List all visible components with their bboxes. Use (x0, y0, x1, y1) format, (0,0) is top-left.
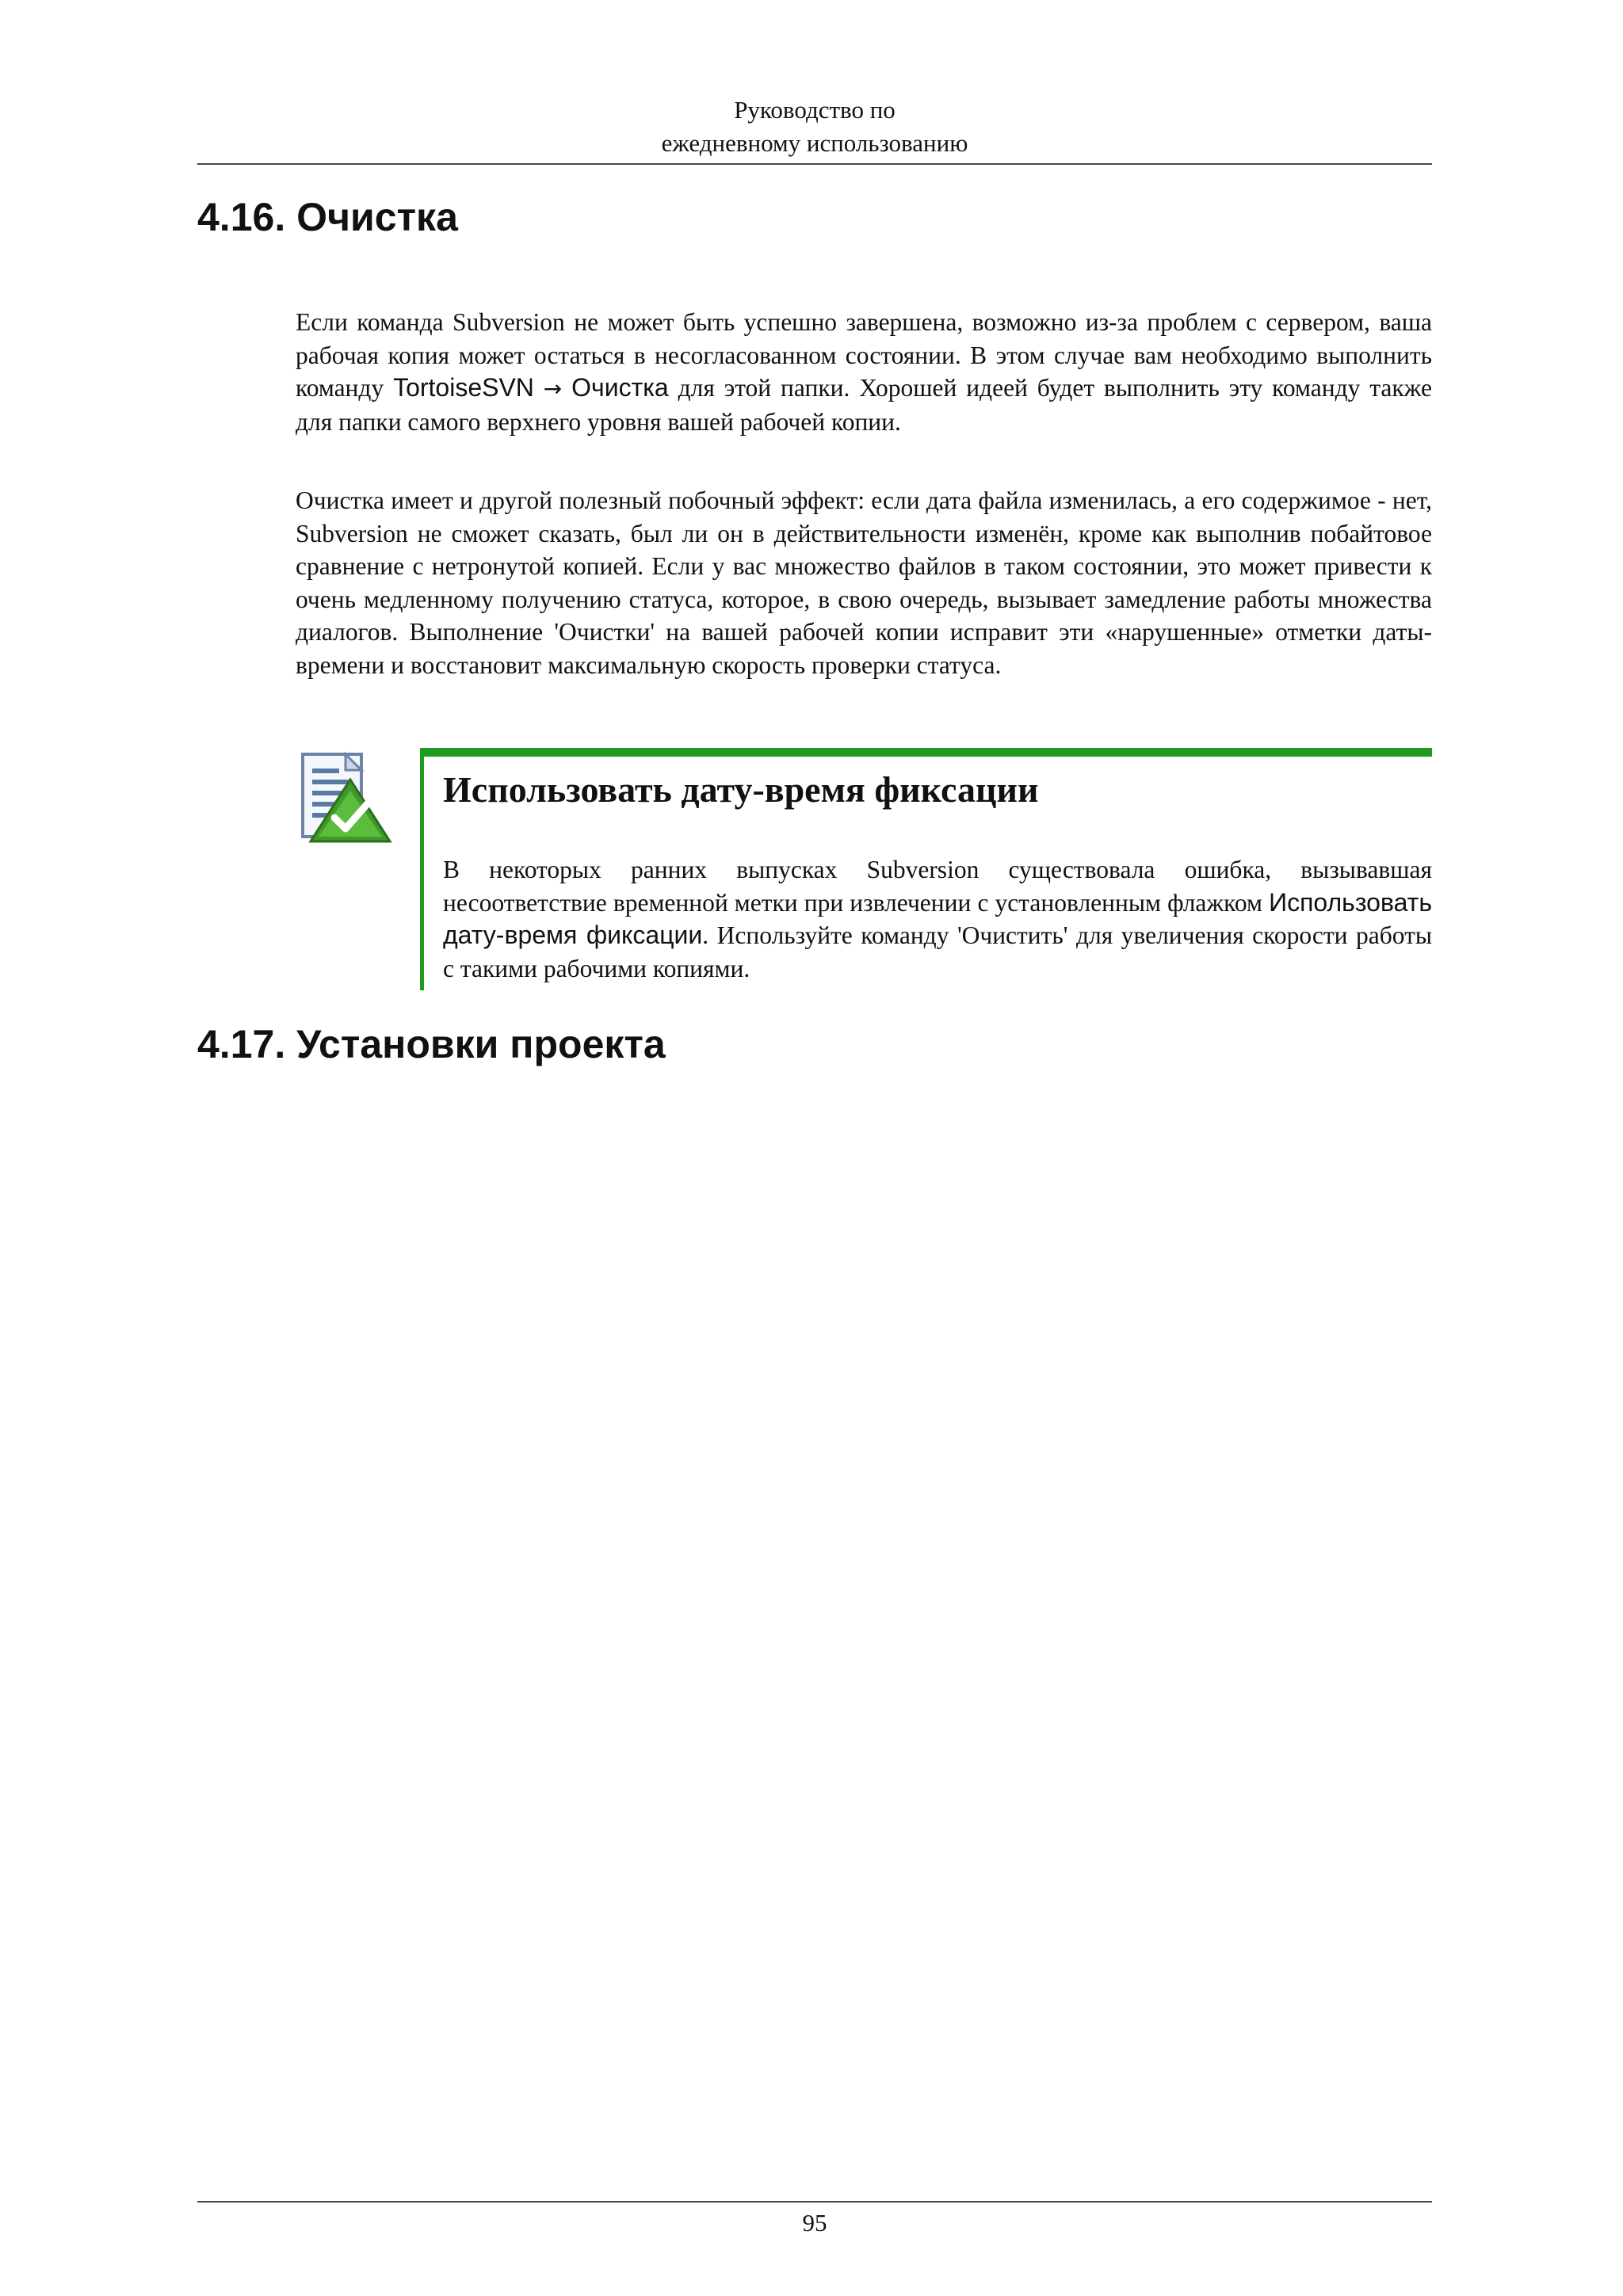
tip-accent-bar (420, 748, 1432, 757)
menu-arrow: → (543, 376, 563, 402)
page-number: 95 (802, 2209, 827, 2237)
cleanup-paragraph-1-text-before: Если команда Subversion не может быть успешно завершена, возможно из-за проблем с сервером, ваша рабочая копия может остаться в несогласованном состоянии. В этом случае вам необходимо выполнить команду (296, 308, 1432, 402)
tip-title: Использовать дату-время фиксации (443, 769, 1039, 810)
running-header (197, 93, 1432, 160)
running-header-line-2: ежедневному использованию (661, 129, 968, 157)
tip-text (443, 853, 1432, 985)
cleanup-paragraph-1-text-after: для этой папки. Хорошей идеей будет выполнить эту команду также для папки самого верхнего уровня вашей рабочей копии. (296, 374, 1432, 436)
tip-text-before: В некоторых ранних выпусках Subversion существовала ошибка, вызывавшая несоответствие временной метки при извлечении с установленным флажком (443, 856, 1432, 917)
tip-side-bar (420, 748, 424, 990)
option-use-commit-time: Использовать дату-время фиксации (443, 887, 1432, 949)
section-title-project-settings: 4.17. Установки проекта (197, 1022, 666, 1066)
cleanup-paragraph-1 (296, 306, 1432, 438)
header-rule (197, 163, 1432, 165)
tip-document-check-icon (300, 751, 395, 846)
cleanup-paragraph-2: Очистка имеет и другой полезный побочный эффект: если дата файла изменилась, а его содержимое - нет, Subversion не сможет сказать, был ли он в действительности изменён, кроме как выполнив побайтовое сравнение с нетронутой копией. Если у вас множество файлов в таком состоянии, это может привести к очень медленному получению статуса, которое, в свою очередь, вызывает замедление работы множества диалогов. Выполнение 'Очистки' на вашей рабочей копии исправит эти «нарушенные» отметки даты-времени и восстановит максимальную скорость проверки статуса. (296, 486, 1432, 679)
tip-text-after: . Используйте команду 'Очистить' для увеличения скорости работы с такими рабочими копиями. (443, 921, 1432, 982)
running-header-line-1: Руководство по (734, 96, 896, 124)
section-title-cleanup: 4.16. Очистка (197, 195, 458, 239)
menu-item-tortoisesvn: TortoiseSVN (393, 373, 534, 402)
footer-rule (197, 2201, 1432, 2203)
menu-item-cleanup: Очистка (571, 373, 669, 402)
